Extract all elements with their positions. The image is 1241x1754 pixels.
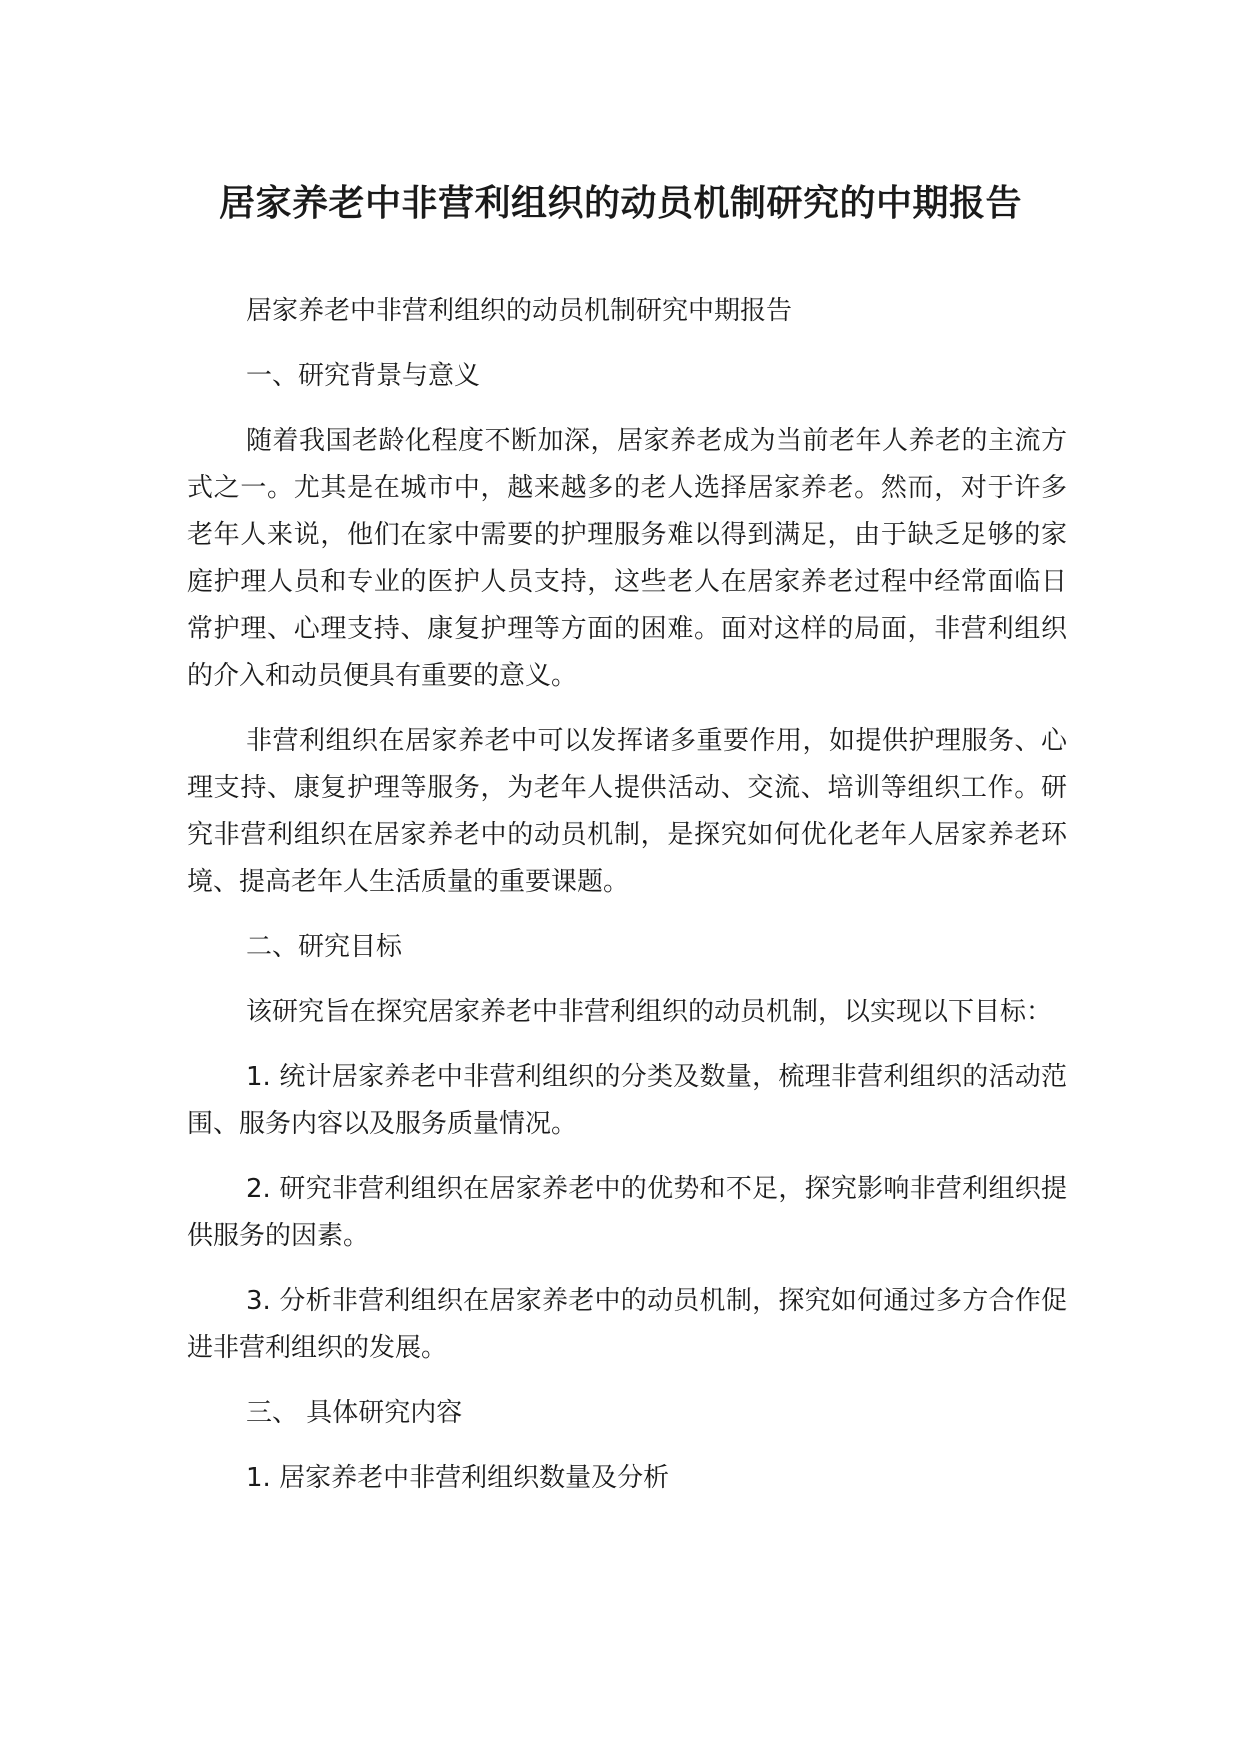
section-heading-goals: 二、研究目标 [246,932,403,962]
goal-item-1: 1. 统计居家养老中非营利组织的分类及数量，梳理非营利组织的活动范围、服务内容以及服务质量情况。 [187,1062,1067,1139]
report-subtitle: 居家养老中非营利组织的动员机制研究中期报告 [246,296,793,326]
content-item-1: 1. 居家养老中非营利组织数量及分析 [246,1463,670,1493]
paragraph-background-1: 随着我国老龄化程度不断加深，居家养老成为当前老年人养老的主流方式之一。尤其是在城市中，越来越多的老人选择居家养老。然而，对于许多老年人来说，他们在家中需要的护理服务难以得到满足，由于缺乏足够的家庭护理人员和专业的医护人员支持，这些老人在居家养老过程中经常面临日常护理、心理支持、康复护理等方面的困难。面对这样的局面，非营利组织的介入和动员便具有重要的意义。 [187,426,1067,691]
paragraph-background-2: 非营利组织在居家养老中可以发挥诸多重要作用，如提供护理服务、心理支持、康复护理等服务，为老年人提供活动、交流、培训等组织工作。研究非营利组织在居家养老中的动员机制，是探究如何优化老年人居家养老环境、提高老年人生活质量的重要课题。 [187,726,1067,897]
paragraph-goals-intro: 该研究旨在探究居家养老中非营利组织的动员机制，以实现以下目标： [246,997,1053,1027]
goal-item-2: 2. 研究非营利组织在居家养老中的优势和不足，探究影响非营利组织提供服务的因素。 [187,1174,1067,1251]
section-heading-background: 一、研究背景与意义 [246,361,481,391]
document-body [187,288,1067,1520]
document-title: 居家养老中非营利组织的动员机制研究的中期报告 [218,183,1022,224]
goal-item-3: 3. 分析非营利组织在居家养老中的动员机制，探究如何通过多方合作促进非营利组织的发展。 [187,1286,1067,1363]
section-heading-content: 三、 具体研究内容 [246,1398,463,1428]
